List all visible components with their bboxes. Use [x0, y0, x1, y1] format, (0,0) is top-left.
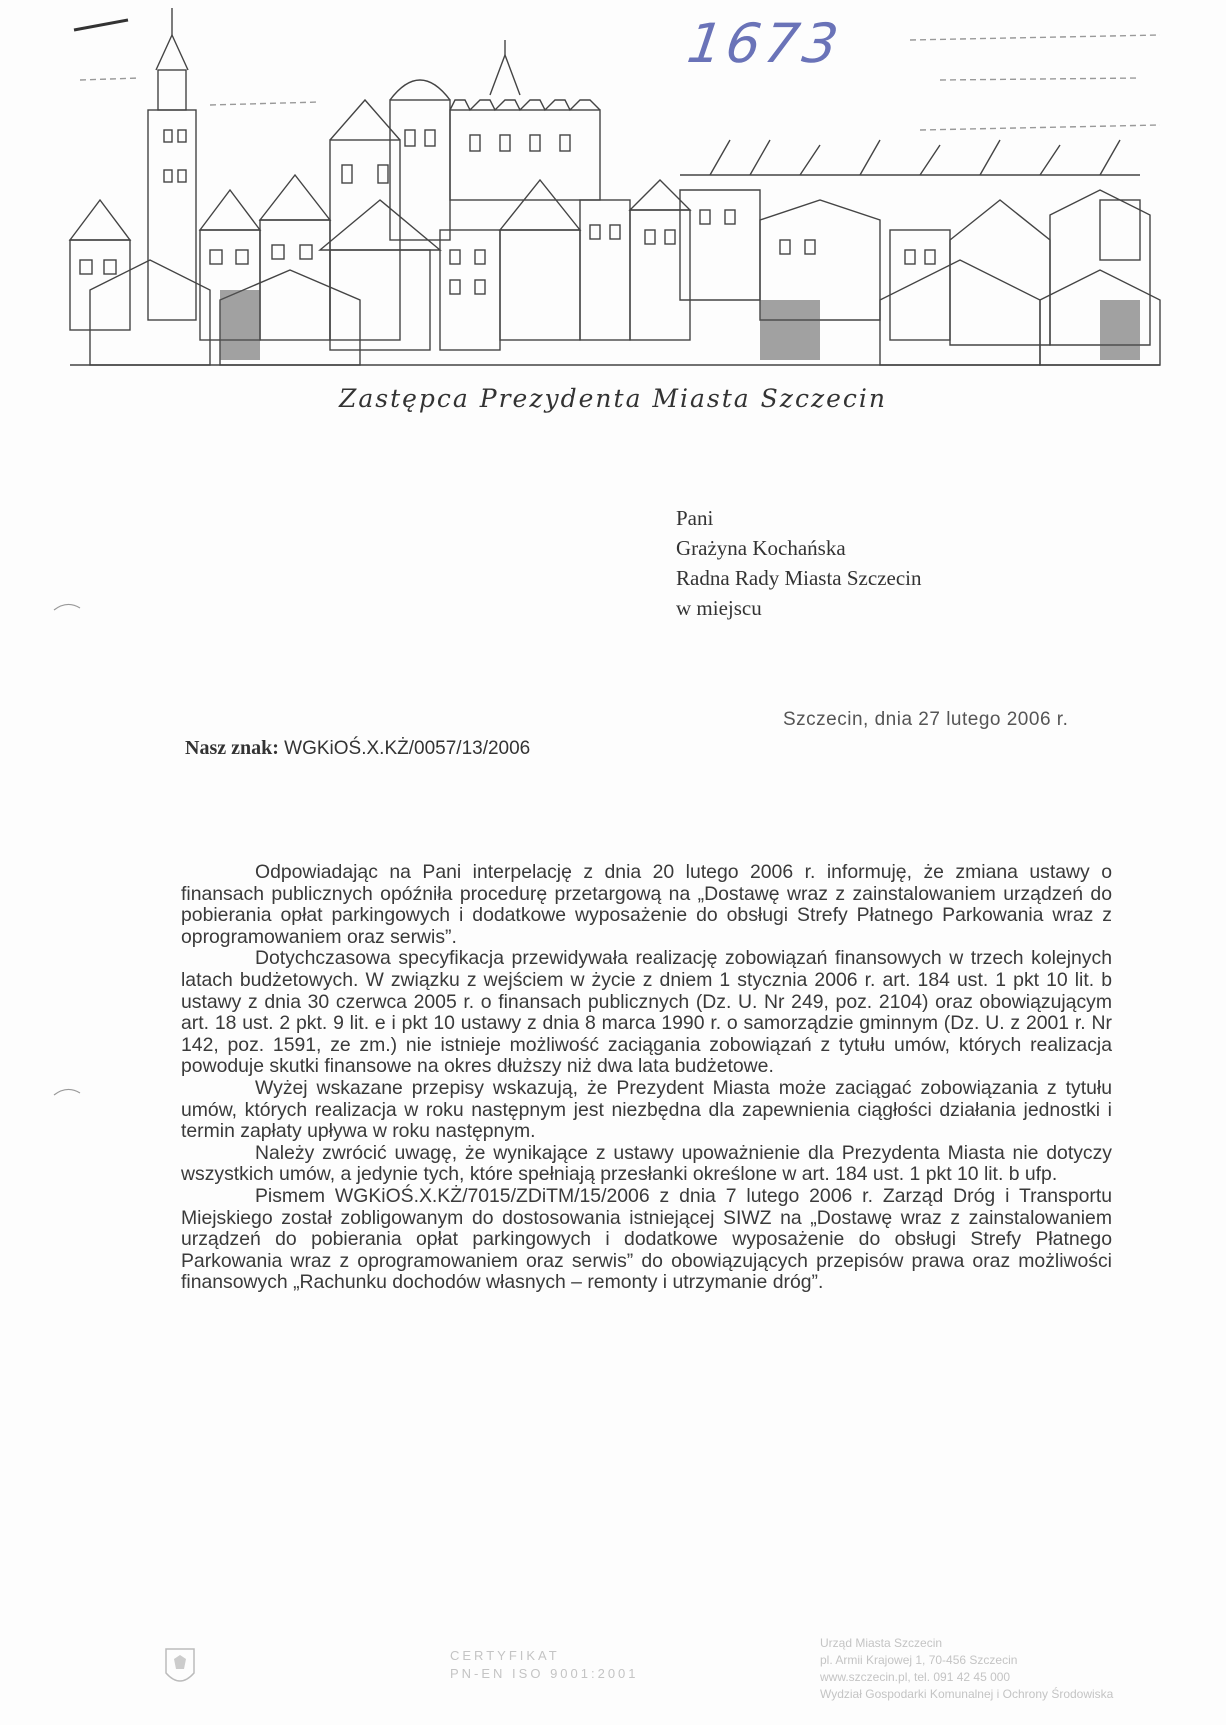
margin-hole-mark	[52, 600, 82, 612]
footer-office-department: Wydział Gospodarki Komunalnej i Ochrony Środowiska	[820, 1687, 1114, 1701]
footer-cert-title: CERTYFIKAT	[450, 1648, 560, 1663]
recipient-block	[676, 503, 922, 623]
footer-certificate	[450, 1647, 639, 1683]
footer-cert-standard: PN-EN ISO 9001:2001	[450, 1666, 639, 1681]
reference-number	[185, 737, 530, 760]
recipient-position: Radna Rady Miasta Szczecin	[676, 566, 922, 590]
body-paragraph: Dotychczasowa specyfikacja przewidywała realizację zobowiązań finansowych w trzech kolejnych latach budżetowych. W związku z wejściem w życie z dniem 1 stycznia 2006 r. art. 184 ust. 1 pkt 10 lit. b ustawy z dnia 30 czerwca 2005 r. o finansach publicznych (Dz. U. Nr 249, poz. 2104) oraz obowiązującym art. 18 ust. 2 pkt. 9 lit. e i pkt 10 ustawy z dnia 8 marca 1990 r. o samorządzie gminnym (Dz. U. z 2001 r. Nr 142, poz. 1591, ze zm.) nie istnieje możliwość zaciągania zobowiązań z tytułu umów, których realizacja powoduje skutki finansowe na okres dłuższy niż dwa lata budżetowe.	[181, 947, 1112, 1078]
reference-value: WGKiOŚ.X.KŻ/0057/13/2006	[284, 738, 531, 759]
recipient-location: w miejscu	[676, 596, 762, 620]
handwritten-number: 1673	[683, 12, 846, 75]
city-skyline-illustration	[60, 0, 1210, 380]
reference-label: Nasz znak:	[185, 737, 279, 759]
body-paragraph: Należy zwrócić uwagę, że wynikające z ustawy upoważnienie dla Prezydenta Miasta nie dotyczy wszystkich umów, a jedynie tych, które spełniają przesłanki określone w art. 184 ust. 1 pkt 10 lit. b ufp.	[181, 1141, 1112, 1186]
body-paragraph: Wyżej wskazane przepisy wskazują, że Prezydent Miasta może zaciągać zobowiązania z tytułu umów, których realizacja w roku następnym jest niezbędna dla zapewnienia ciągłości działania jednostki i termin zapłaty upływa w roku następnym.	[181, 1076, 1112, 1143]
letter-footer	[160, 1625, 1140, 1715]
footer-office-address	[820, 1635, 1113, 1703]
footer-office-contact: www.szczecin.pl, tel. 091 42 45 000	[820, 1670, 1011, 1684]
body-paragraph: Pismem WGKiOŚ.X.KŻ/7015/ZDiTM/15/2006 z dnia 7 lutego 2006 r. Zarząd Dróg i Transportu Miejskiego został zobligowanym do dostosowania istniejącej SIWZ na „Dostawę wraz z zainstalowaniem urządzeń do pobierania opłat parkingowych i dodatkowe wyposażenie do obsługi Strefy Płatnego Parkowania wraz z oprogramowaniem oraz serwis” do obowiązujących przepisów prawa oraz możliwości finansowych „Rachunku dochodów własnych – remonty i utrzymanie dróg”.	[181, 1184, 1112, 1294]
recipient-salutation: Pani	[676, 506, 714, 530]
letterhead-title: Zastępca Prezydenta Miasta Szczecin	[338, 384, 888, 413]
body-paragraph: Odpowiadając na Pani interpelację z dnia 20 lutego 2006 r. informuję, że zmiana ustawy o finansach publicznych opóźniła procedurę przetargową na „Dostawę wraz z zainstalowaniem urządzeń do pobierania opłat parkingowych i dodatkowe wyposażenie do obsługi Strefy Płatnego Parkowania wraz z oprogramowaniem oraz serwis”.	[181, 861, 1112, 948]
recipient-name: Grażyna Kochańska	[676, 536, 846, 560]
letter-body	[181, 862, 1112, 1294]
place-and-date: Szczecin, dnia 27 lutego 2006 r.	[783, 709, 1069, 730]
footer-office-street: pl. Armii Krajowej 1, 70-456 Szczecin	[820, 1653, 1018, 1667]
margin-hole-mark	[52, 1085, 82, 1097]
city-emblem-icon	[160, 1643, 200, 1693]
footer-office-name: Urząd Miasta Szczecin	[820, 1636, 943, 1650]
